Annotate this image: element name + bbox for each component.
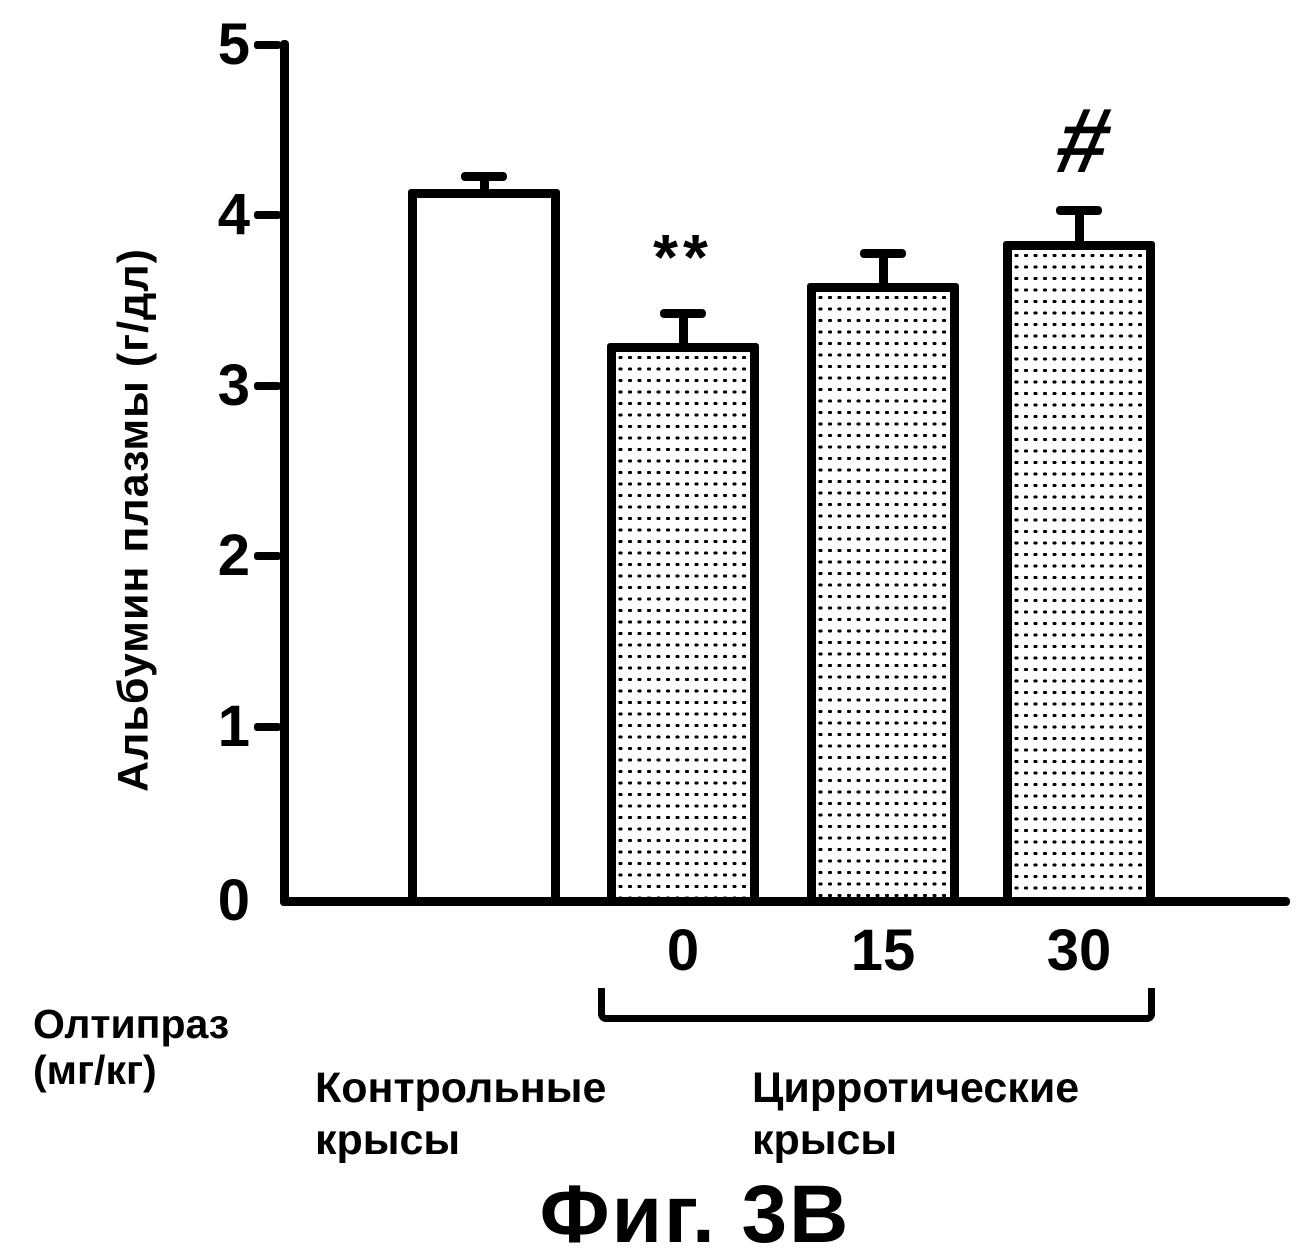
- y-tick-label: 2: [217, 523, 250, 588]
- y-tick-label: 4: [217, 182, 250, 247]
- y-tick-label: 5: [217, 11, 250, 77]
- dose-tick-label-30: 30: [1046, 918, 1112, 983]
- dose-axis-label: [33, 1002, 229, 1094]
- error-bar-cap: [1056, 206, 1102, 215]
- error-bar-cap: [860, 249, 906, 258]
- error-bar-cap: [461, 172, 507, 181]
- dose-tick-label-15: 15: [850, 918, 916, 983]
- significance-marker-stars: **: [653, 220, 713, 293]
- group-label-cirrhotic-line2: крысы: [752, 1115, 898, 1164]
- dose-axis-label-line1: Олтипраз: [33, 1001, 230, 1047]
- bar-0: [607, 343, 759, 906]
- figure-title: Фиг. 3В: [539, 1169, 851, 1256]
- y-axis-label: Альбумин плазмы (г/дл): [109, 248, 158, 792]
- error-bar-cap: [660, 309, 706, 318]
- bar-15: [807, 283, 959, 906]
- significance-marker-hash: #: [1047, 90, 1121, 193]
- bar-30: [1003, 241, 1155, 906]
- y-tick-label: 3: [217, 352, 250, 418]
- y-tick-mark: [254, 552, 281, 560]
- dose-axis-label-line2: (мг/кг): [33, 1046, 157, 1093]
- group-label-cirrhotic-line1: Цирротические: [752, 1064, 1080, 1112]
- bar-control: [408, 189, 560, 906]
- y-axis-line: [280, 40, 289, 906]
- y-tick-label: 0: [217, 868, 250, 933]
- y-tick-mark: [254, 211, 281, 219]
- group-label-control-line2: крысы: [315, 1115, 461, 1164]
- error-bar-stem: [879, 258, 888, 292]
- y-tick-label: 1: [217, 693, 250, 759]
- dose-tick-label-0: 0: [666, 918, 700, 983]
- y-tick-mark: [254, 41, 281, 49]
- y-tick-mark: [254, 382, 281, 390]
- group-label-cirrhotic: [752, 1063, 1079, 1166]
- cirrhotic-group-bracket: [598, 988, 1155, 1022]
- y-tick-mark: [254, 723, 281, 731]
- error-bar-stem: [679, 318, 688, 352]
- group-label-control-line1: Контрольные: [315, 1064, 607, 1112]
- error-bar-stem: [480, 181, 489, 198]
- group-label-control: [315, 1063, 606, 1166]
- error-bar-stem: [1075, 215, 1084, 249]
